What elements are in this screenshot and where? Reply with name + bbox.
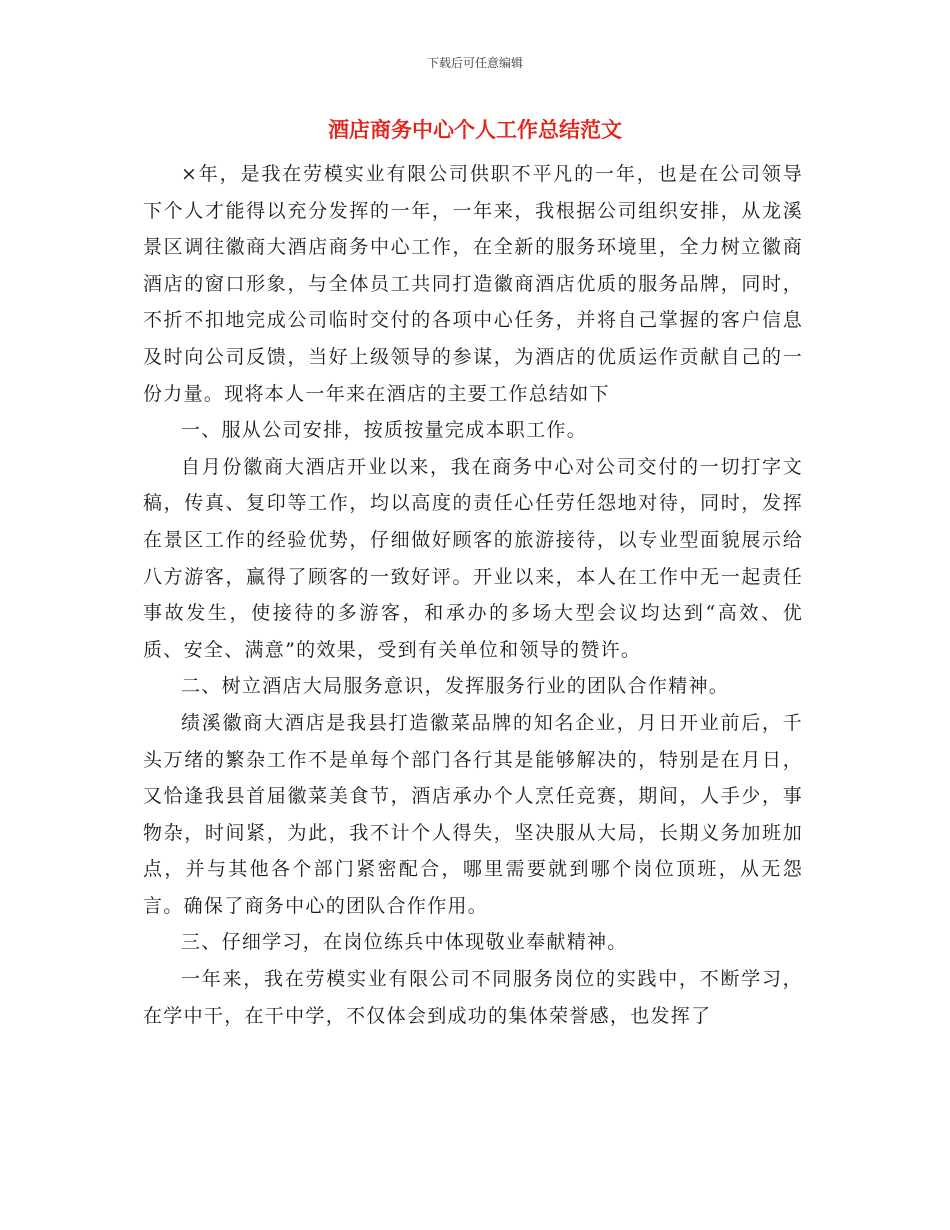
section-heading-1: 一、服从公司安排，按质按量完成本职工作。: [181, 419, 588, 442]
paragraph-intro: ×年，是我在劳模实业有限公司供职不平凡的一年，也是在公司领导下个人才能得以充分发挥的一年，一年来，我根据公司组织安排，从龙溪景区调往徽商大酒店商务中心工作，在全新的服务环境里，全力树立徽商酒店的窗口形象，与全体员工共同打造徽商酒店优质的服务品牌，同时，不折不扣地完成公司临时交付的各项中心任务，并将自己掌握的客户信息及时向公司反馈，当好上级领导的参谋，为酒店的优质运作贡献自己的一份力量。现将本人一年来在酒店的主要工作总结如下: [143, 163, 803, 405]
section-heading-3: 三、仔细学习，在岗位练兵中体现敬业奉献精神。: [181, 931, 628, 954]
section-heading-2: 二、树立酒店大局服务意识，发挥服务行业的团队合作精神。: [181, 675, 730, 698]
paragraph-section-3: 一年来，我在劳模实业有限公司不同服务岗位的实践中，不断学习，在学中干，在干中学，不仅体会到成功的集体荣誉感，也发挥了: [143, 968, 803, 1027]
document-body: [143, 156, 803, 1034]
header-note: 下载后可任意编辑: [426, 56, 523, 70]
paragraph-section-2: 绩溪徽商大酒店是我县打造徽菜品牌的知名企业，月日开业前后，千头万绪的繁杂工作不是单每个部门各行其是能够解决的，特别是在月日，又恰逢我县首届徽菜美食节，酒店承办个人烹任竞赛，期间，人手少，事物杂，时间紧，为此，我不计个人得失，坚决服从大局，长期义务加班加点，并与其他各个部门紧密配合，哪里需要就到哪个岗位顶班，从无怨言。确保了商务中心的团队合作作用。: [143, 711, 803, 917]
paragraph-section-1: 自月份徽商大酒店开业以来，我在商务中心对公司交付的一切打字文稿，传真、复印等工作，均以高度的责任心任劳任怨地对待，同时，发挥在景区工作的经验优势，仔细做好顾客的旅游接待，以专业型面貌展示给八方游客，赢得了顾客的一致好评。开业以来，本人在工作中无一起责任事故发生，使接待的多游客，和承办的多场大型会议均达到“高效、优质、安全、满意”的效果，受到有关单位和领导的赞许。: [143, 455, 803, 661]
document-title: 酒店商务中心个人工作总结范文: [328, 118, 622, 142]
